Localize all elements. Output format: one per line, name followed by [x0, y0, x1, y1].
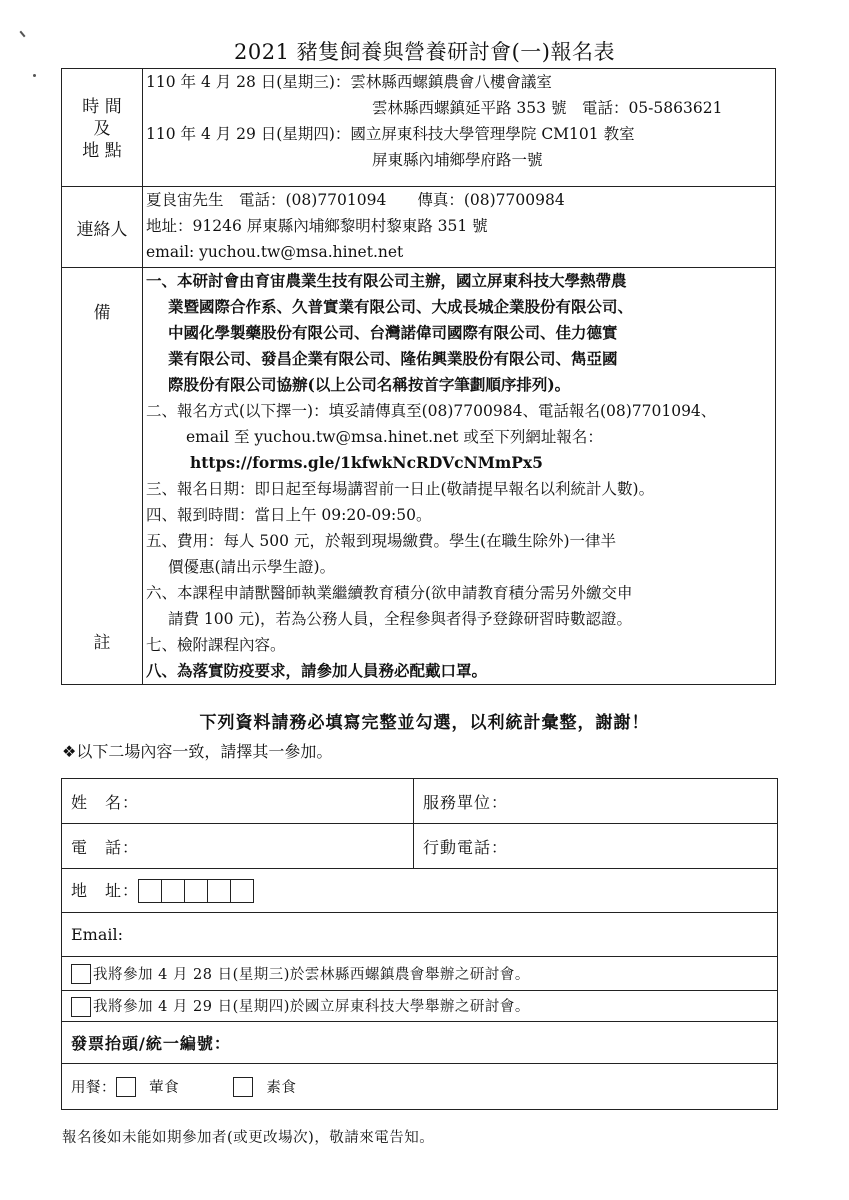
time-place-label-1: 時 間 — [82, 96, 122, 117]
option2-row[interactable] — [62, 991, 778, 1022]
form-row-option1 — [62, 957, 778, 991]
note-1-line-3: 中國化學製藥股份有限公司、台灣諾偉司國際有限公司、佳力德實 — [168, 323, 618, 342]
time-place-label-3: 地 點 — [82, 140, 122, 161]
note-5-line-1: 五、費用：每人 500 元，於報到現場繳費。學生(在職生除外)一律半 — [146, 532, 617, 550]
session1-line: 110 年 4 月 28 日(星期三)：雲林縣西螺鎮農會八樓會議室 — [146, 73, 552, 91]
registration-url[interactable]: https://forms.gle/1kfwkNcRDVcNMmPx5 — [190, 453, 543, 472]
page-title: 2021 豬隻飼養與營養研討會(一)報名表 — [233, 40, 615, 64]
option2-label: 我將參加 4 月 29 日(星期四)於國立屏東科技大學舉辦之研討會。 — [93, 999, 530, 1016]
form-row-name — [62, 779, 778, 824]
meal-veg-checkbox[interactable] — [233, 1077, 253, 1097]
contact-label-cell — [62, 187, 143, 268]
scan-dot — [33, 74, 36, 77]
note-3: 三、報名日期：即日起至每場講習前一日止(敬請提早報名以利統計人數)。 — [146, 480, 655, 498]
meal-meat-label: 葷食 — [149, 1079, 180, 1096]
note-1-line-2: 業暨國際合作系、久普實業有限公司、大成長城企業股份有限公司、 — [168, 297, 634, 316]
name-field[interactable] — [62, 779, 414, 824]
mobile-field[interactable] — [414, 824, 778, 869]
note-6-line-2: 請費 100 元)，若為公務人員，全程參與者得予登錄研習時數認證。 — [168, 610, 632, 628]
choose-note: ❖以下二場內容一致，請擇其一參加。 — [62, 742, 333, 761]
note-7: 七、檢附課程內容。 — [146, 636, 286, 654]
meal-label: 用餐： — [71, 1079, 116, 1096]
form-row-phone — [62, 824, 778, 869]
contact-label: 連絡人 — [76, 219, 128, 240]
footer-note: 報名後如未能如期參加者(或更改場次)，敬請來電告知。 — [62, 1130, 435, 1146]
registration-form — [61, 778, 778, 1110]
address-field[interactable] — [62, 869, 778, 913]
time-place-row — [62, 69, 776, 187]
name-label: 姓 名： — [71, 792, 140, 812]
time-place-cell — [143, 69, 776, 187]
phone-field[interactable] — [62, 824, 414, 869]
notes-label-top: 備 — [93, 303, 111, 323]
note-2-line-1: 二、報名方式(以下擇一)：填妥請傳真至(08)7700984、電話報名(08)7701094、 — [146, 402, 717, 420]
contact-person: 夏良宙先生 電話：(08)7701094 傳真：(08)7700984 — [146, 191, 565, 209]
form-row-address — [62, 869, 778, 913]
form-row-email — [62, 913, 778, 957]
option1-row[interactable] — [62, 957, 778, 991]
unit-label: 服務單位： — [423, 792, 509, 812]
email-label: Email: — [71, 925, 124, 944]
mobile-label: 行動電話： — [423, 837, 509, 857]
time-place-label-2: 及 — [93, 118, 111, 139]
meal-meat-checkbox[interactable] — [116, 1077, 136, 1097]
session2-address: 屏東縣內埔鄉學府路一號 — [372, 151, 543, 169]
info-table — [61, 68, 776, 685]
email-field[interactable] — [62, 913, 778, 957]
notes-row — [62, 268, 776, 685]
note-5-line-2: 價優惠(請出示學生證)。 — [168, 558, 336, 576]
meal-field — [62, 1064, 778, 1110]
session1-address: 雲林縣西螺鎮延平路 353 號 電話：05-5863621 — [372, 99, 723, 117]
option2-checkbox[interactable] — [71, 997, 91, 1017]
contact-address: 地址：91246 屏東縣內埔鄉黎明村黎東路 351 號 — [146, 217, 488, 235]
phone-label: 電 話： — [71, 837, 140, 857]
note-8: 八、為落實防疫要求，請參加人員務必配戴口罩。 — [146, 661, 488, 680]
option1-label: 我將參加 4 月 28 日(星期三)於雲林縣西螺鎮農會舉辦之研討會。 — [93, 966, 530, 983]
zip-box-3[interactable] — [184, 879, 208, 903]
note-1-line-5: 際股份有限公司協辦(以上公司名稱按首字筆劃順序排列)。 — [168, 375, 571, 394]
invoice-label: 發票抬頭/統一編號： — [71, 1034, 231, 1053]
note-6-line-1: 六、本課程申請獸醫師執業繼續教育積分(欲申請教育積分需另外繳交申 — [146, 584, 633, 602]
contact-row — [62, 187, 776, 268]
note-1-line-1: 一、本研討會由育宙農業生技有限公司主辦，國立屏東科技大學熱帶農 — [146, 271, 627, 290]
form-row-invoice — [62, 1022, 778, 1064]
contact-email: email: yuchou.tw@msa.hinet.net — [146, 243, 404, 261]
unit-field[interactable] — [414, 779, 778, 824]
notes-cell — [143, 268, 776, 685]
fill-reminder: 下列資料請務必填寫完整並勾選，以利統計彙整，謝謝！ — [199, 713, 650, 733]
address-label: 地 址： — [71, 880, 140, 900]
note-1-line-4: 業有限公司、發昌企業有限公司、隆佑興業股份有限公司、雋亞國 — [168, 349, 618, 368]
notes-label-cell — [62, 268, 143, 685]
zip-box-5[interactable] — [230, 879, 254, 903]
form-row-meal — [62, 1064, 778, 1110]
zip-box-1[interactable] — [138, 879, 162, 903]
note-2-line-2: email 至 yuchou.tw@msa.hinet.net 或至下列網址報名： — [186, 428, 603, 446]
session2-line: 110 年 4 月 29 日(星期四)：國立屏東科技大學管理學院 CM101 教室 — [146, 125, 635, 143]
contact-cell — [143, 187, 776, 268]
note-4: 四、報到時間：當日上午 09:20-09:50。 — [146, 506, 432, 524]
form-row-option2 — [62, 991, 778, 1022]
zip-box-4[interactable] — [207, 879, 231, 903]
notes-label-bottom: 註 — [93, 633, 111, 653]
invoice-field[interactable] — [62, 1022, 778, 1064]
meal-veg-label: 素食 — [266, 1079, 297, 1096]
option1-checkbox[interactable] — [71, 964, 91, 984]
zip-box-2[interactable] — [161, 879, 185, 903]
time-place-label-cell — [62, 69, 143, 187]
